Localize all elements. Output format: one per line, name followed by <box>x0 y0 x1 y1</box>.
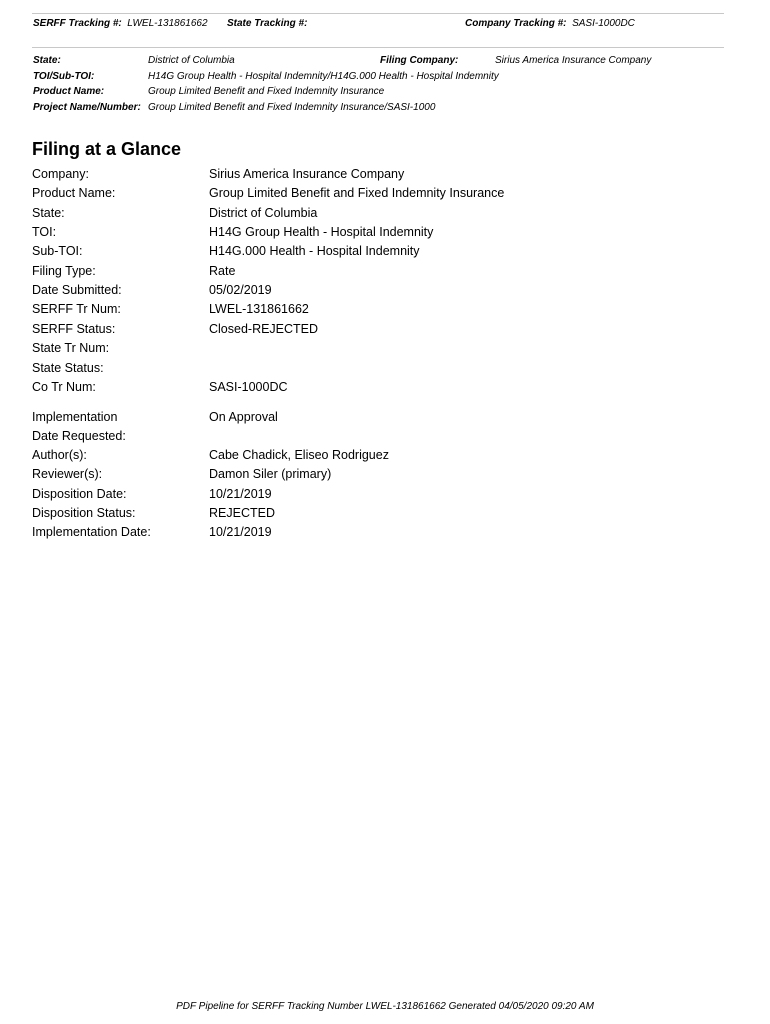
disposition-status-value: REJECTED <box>209 506 275 520</box>
state-tracking-label: State Tracking #: <box>227 18 308 29</box>
project-label: Project Name/Number: <box>33 102 141 113</box>
state-label: State: <box>33 55 61 66</box>
glance-toi-value: H14G Group Health - Hospital Indemnity <box>209 225 434 239</box>
serff-tracking-value: LWEL-131861662 <box>127 18 208 29</box>
reviewers-label: Reviewer(s): <box>32 467 103 481</box>
implementation-date-value: 10/21/2019 <box>209 525 272 539</box>
sub-toi-value: H14G.000 Health - Hospital Indemnity <box>209 244 420 258</box>
co-tr-num-label: Co Tr Num: <box>32 380 96 394</box>
serff-status-label: SERFF Status: <box>32 322 116 336</box>
company-tracking-label: Company Tracking #: <box>465 18 567 29</box>
serff-tracking-label: SERFF Tracking #: <box>33 18 122 29</box>
disposition-status-label: Disposition Status: <box>32 506 136 520</box>
reviewers-value: Damon Siler (primary) <box>209 467 332 481</box>
state-tracking <box>227 18 310 29</box>
authors-value: Cabe Chadick, Eliseo Rodriguez <box>209 448 389 462</box>
glance-toi-label: TOI: <box>32 225 57 239</box>
co-tr-num-value: SASI-1000DC <box>209 380 288 394</box>
toi-value: H14G Group Health - Hospital Indemnity/H14G.000 Health - Hospital Indemnity <box>148 71 499 82</box>
serff-status-value: Closed-REJECTED <box>209 322 319 336</box>
page-footer: PDF Pipeline for SERFF Tracking Number LWEL-131861662 Generated 04/05/2020 09:20 AM <box>176 1001 594 1012</box>
date-submitted-value: 05/02/2019 <box>209 283 272 297</box>
product-label: Product Name: <box>33 86 105 97</box>
filing-type-value: Rate <box>209 264 236 278</box>
page-title: Filing at a Glance <box>32 139 182 159</box>
glance-state-value: District of Columbia <box>209 206 318 220</box>
filing-type-label: Filing Type: <box>32 264 96 278</box>
implementation-label: Implementation <box>32 410 118 424</box>
implementation-value: On Approval <box>209 410 278 424</box>
sub-toi-label: Sub-TOI: <box>32 244 83 258</box>
project-value: Group Limited Benefit and Fixed Indemnity Insurance/SASI-1000 <box>148 102 436 113</box>
company-tracking <box>465 18 635 29</box>
product-name-value: Group Limited Benefit and Fixed Indemnity Insurance <box>209 186 505 200</box>
state-value: District of Columbia <box>148 55 235 66</box>
serff-tr-num-label: SERFF Tr Num: <box>32 302 121 316</box>
product-value: Group Limited Benefit and Fixed Indemnity Insurance <box>148 86 385 97</box>
filing-company-value: Sirius America Insurance Company <box>495 55 652 66</box>
serff-tr-num-value: LWEL-131861662 <box>209 302 309 316</box>
company-tracking-value: SASI-1000DC <box>572 18 635 29</box>
date-submitted-label: Date Submitted: <box>32 283 122 297</box>
state-status-label: State Status: <box>32 361 104 375</box>
toi-label: TOI/Sub-TOI: <box>33 71 95 82</box>
disposition-date-label: Disposition Date: <box>32 487 127 501</box>
authors-label: Author(s): <box>32 448 87 462</box>
company-label: Company: <box>32 167 89 181</box>
product-name-label: Product Name: <box>32 186 116 200</box>
glance-state-label: State: <box>32 206 65 220</box>
header-rule <box>32 47 724 48</box>
disposition-date-value: 10/21/2019 <box>209 487 272 501</box>
state-tr-num-label: State Tr Num: <box>32 341 110 355</box>
serff-tracking <box>33 18 208 29</box>
implementation-date-label: Implementation Date: <box>32 525 151 539</box>
filing-company-label: Filing Company: <box>380 55 459 66</box>
date-requested-label: Date Requested: <box>32 429 126 443</box>
top-rule <box>32 13 724 14</box>
company-value: Sirius America Insurance Company <box>209 167 405 181</box>
